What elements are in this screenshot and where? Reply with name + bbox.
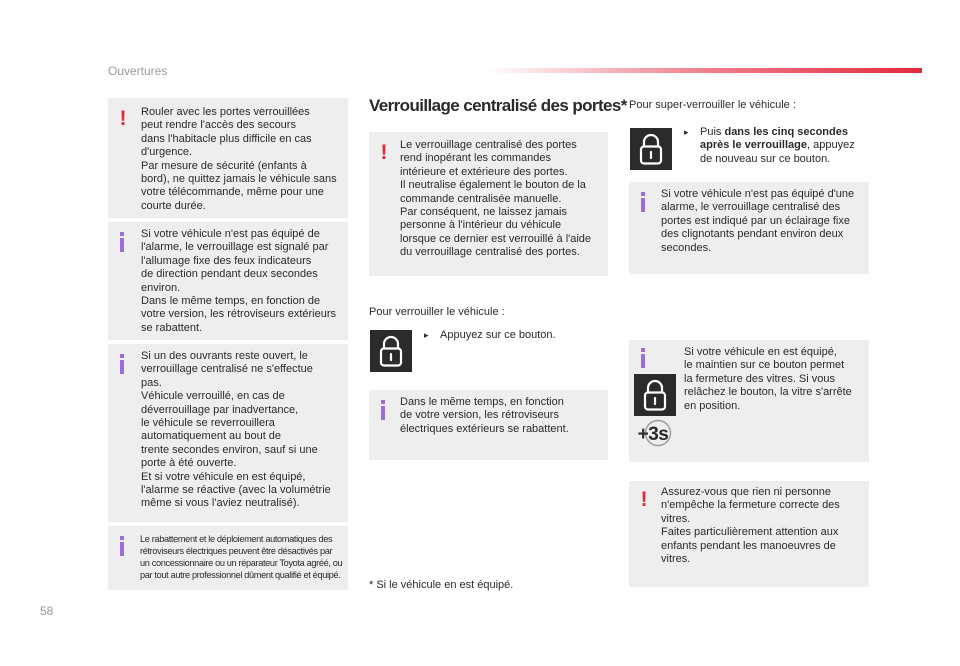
left-info-text-1: Si votre véhicule n'est pas équipé de l'alarme, le verrouillage est signalé par l'allumage fixe des feux indicateurs de direction pendant deux secondes environ. Dans le même temps, en fonction de votre version, les rétroviseurs extérieurs se rabattent. — [141, 228, 337, 334]
superlock-intro: Pour super-verrouiller le véhicule : — [629, 99, 796, 111]
info-icon — [381, 400, 385, 420]
left-info-box-1 — [108, 222, 348, 340]
footnote: * Si le véhicule en est équipé. — [369, 579, 514, 591]
lock-step-text: Appuyez sur ce bouton. — [440, 329, 556, 341]
superlock-suffix-2: de nouveau sur ce bouton. — [700, 152, 831, 165]
lock-button[interactable] — [370, 330, 412, 372]
info-icon — [120, 536, 124, 556]
window-close-button[interactable] — [634, 374, 676, 416]
bullet-arrow-icon: ▸ — [684, 127, 689, 137]
info-icon — [120, 232, 124, 252]
left-warning-text: Rouler avec les portes verrouillées peut rendre l'accès des secours dans l'habitacle plus difficile en cas d'urgence. Par mesure de sécurité (enfants à bord), ne quittez jamais le véhicule sans votre télécommande, même pour une courte durée. — [141, 106, 337, 212]
left-info-text-3: Le rabattement et le déploiement automatiques des rétroviseurs électriques peuvent être désactivés par un concessionnaire ou un réparateur Toyota agréé, ou par tout autre professionnel dûment qualifié et équipé. — [140, 534, 343, 580]
bullet-arrow-icon: ▸ — [424, 330, 429, 340]
superlock-button[interactable] — [630, 128, 672, 170]
right-info-box-1 — [629, 182, 869, 274]
padlock-icon — [370, 330, 412, 372]
left-info-box-2 — [108, 344, 348, 522]
hold-badge-text: +3s — [637, 424, 669, 445]
section-header: Ouvertures — [108, 64, 168, 78]
superlock-step-text — [700, 126, 868, 166]
right-info-text-2: Si votre véhicule en est équipé, le maintien sur ce bouton permet la fermeture des vitres. Si vous relâchez le bouton, la vitre s'arrête en position. — [684, 346, 852, 412]
info-icon — [641, 192, 645, 212]
middle-info-box — [369, 390, 608, 460]
right-warning-text: Assurez-vous que rien ni personne n'empêche la fermeture correcte des vitres. Faites particulièrement attention aux enfants pendant les manoeuvres de vitres. — [661, 486, 840, 566]
superlock-prefix: Puis — [700, 126, 725, 138]
info-icon — [641, 348, 645, 368]
superlock-bold-2: après le verrouillage — [700, 139, 807, 152]
left-info-text-2: Si un des ouvrants reste ouvert, le verrouillage centralisé ne s'effectue pas. Véhicule verrouillé, en cas de déverrouillage par inadvertance, le véhicule se reverrouillera automatiquement au bout de trente secondes environ, sauf si une porte à été ouverte. Et si votre véhicule en est équipé, l'alarme se réactive (avec la volumétrie même si vous l'aviez neutralisé). — [141, 350, 331, 510]
warning-icon: ! — [640, 488, 648, 511]
page-number: 58 — [40, 604, 54, 618]
superlock-bold-1: dans les cinq secondes — [724, 126, 848, 138]
middle-warning-box — [369, 132, 608, 276]
warning-icon: ! — [380, 141, 388, 164]
padlock-icon — [634, 374, 676, 416]
header-accent-bar — [488, 68, 922, 73]
page-title: Verrouillage centralisé des portes* — [369, 96, 627, 115]
middle-info-text: Dans le même temps, en fonction de votre version, les rétroviseurs électriques extérieurs se rabattent. — [400, 396, 569, 435]
left-warning-box — [108, 98, 348, 218]
hold-three-seconds-badge — [631, 418, 675, 448]
lock-intro: Pour verrouiller le véhicule : — [369, 306, 505, 318]
warning-icon: ! — [119, 107, 127, 130]
right-info-text-1: Si votre véhicule n'est pas équipé d'une alarme, le verrouillage centralisé des portes est indiqué par un éclairage fixe des clignotants pendant environ deux secondes. — [661, 188, 855, 254]
superlock-suffix-1: , appuyez — [807, 139, 855, 152]
left-info-box-3 — [108, 526, 348, 590]
middle-warning-text: Le verrouillage centralisé des portes rend inopérant les commandes intérieure et extérieure des portes. Il neutralise également le bouton de la commande centralisée manuelle. Par conséquent, ne laissez jamais personne à l'intérieur du véhicule lorsque ce dernier est verrouillé à l'aide du verrouillage centralisé des portes. — [400, 139, 592, 259]
right-warning-box — [629, 481, 869, 587]
padlock-icon — [630, 128, 672, 170]
info-icon — [120, 354, 124, 374]
timer-icon — [631, 418, 675, 448]
